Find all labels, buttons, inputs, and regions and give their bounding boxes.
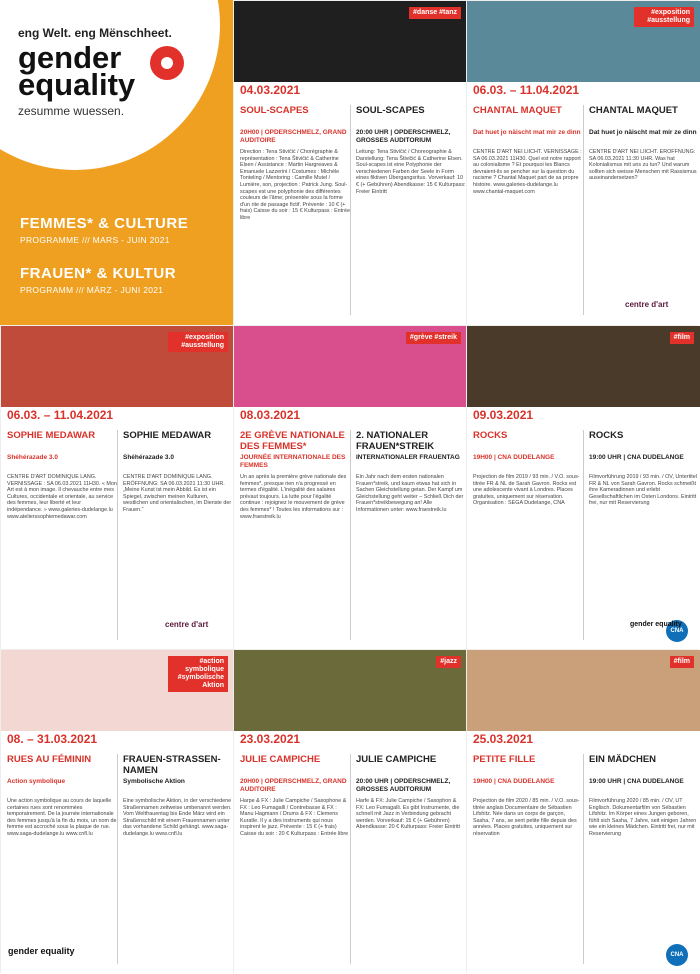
fr-program-sub: PROGRAMME /// MARS - JUIN 2021 bbox=[20, 235, 170, 245]
event-body-de: Filmvorführung 2020 / 85 min. / OV, UT Englisch. Dokumentarfilm von Sébastien Lifshitz. Im Körper eines Jungen geboren, fühlt sich Sasha, 7 Jahre, seit einigen Jahren wie ein kleines Mädchen. Eintritt frei, nur mit Reservierung bbox=[589, 798, 697, 837]
event-title-fr: ROCKS bbox=[473, 430, 508, 441]
event-title-de: SOUL-SCAPES bbox=[356, 105, 425, 116]
event-subtitle-fr: Dat huet jo näischt mat mir ze dinn bbox=[473, 129, 581, 136]
event-photo bbox=[234, 326, 467, 424]
column-divider bbox=[350, 430, 351, 640]
event-title-de: ROCKS bbox=[589, 430, 624, 441]
event-photo bbox=[234, 1, 467, 99]
event-photo bbox=[234, 650, 467, 748]
de-program-sub: PROGRAMM /// MÄRZ - JUNI 2021 bbox=[20, 285, 164, 295]
logo-line1: gender bbox=[18, 40, 122, 75]
centre-dart-logo-2: centre d'art bbox=[165, 620, 209, 629]
centre-dart-logo-1: centre d'art bbox=[625, 300, 669, 309]
event-title-de: EIN MÄDCHEN bbox=[589, 754, 657, 765]
event-subtitle-de: INTERNATIONALER FRAUENTAG bbox=[356, 454, 460, 461]
event-cell bbox=[466, 0, 699, 324]
column-divider bbox=[117, 754, 118, 964]
event-tag: #exposition #ausstellung bbox=[634, 7, 694, 27]
event-cell bbox=[0, 649, 233, 973]
event-subtitle-fr: 19H00 | CNA DUDELANGE bbox=[473, 778, 555, 785]
event-body-de: CENTRE D'ART NEI LIICHT. ERÖFFNUNG: SA 06.03.2021 11:30 UHR. Was hat Kolonialismus mit uns zu tun? Und warum sollten sich weisse Menschen mit Rassismus auseinandersetzen? bbox=[589, 149, 697, 182]
event-subtitle-de: Dat huet jo näischt mat mir ze dinn bbox=[589, 129, 697, 136]
event-title-fr: JULIE CAMPICHE bbox=[240, 754, 321, 765]
event-title-de: 2. NATIONALER FRAUEN*STREIK bbox=[356, 430, 435, 452]
event-title-de: FRAUEN-STRASSEN-NAMEN bbox=[123, 754, 221, 776]
event-tag: #action symbolique #symbolische Aktion bbox=[168, 656, 228, 692]
event-subtitle-de: 19:00 UHR | CNA DUDELANGE bbox=[589, 778, 684, 785]
column-divider bbox=[583, 754, 584, 964]
event-body-de: Leitung: Tena Štivičić / Choreographie & Darstellung: Tena Štivičić & Catherine Elsen. Soul-scapes ist eine Polyphonie der verschiedenen Farben der Seele in Form eines fiktiven Übergangsritus. Vorverkauf: 10 € (+ Gebühren) Abendkasse: 15 € Kulturpass: Freier Eintritt bbox=[356, 149, 466, 195]
gender-equality-logo bbox=[18, 40, 136, 102]
event-date: 23.03.2021 bbox=[234, 731, 467, 748]
event-subtitle-fr: 19H00 | CNA DUDELANGE bbox=[473, 454, 555, 461]
hero-tagline: eng Welt. eng Mënschheet. bbox=[18, 26, 172, 40]
event-subtitle-fr: JOURNÉE INTERNATIONALE DES FEMMES bbox=[240, 454, 346, 469]
column-divider bbox=[583, 430, 584, 640]
footer-cna-logo: CNA bbox=[666, 944, 688, 966]
event-body-de: Ein Jahr nach dem ersten nationalen Frauen*streik, und kaum etwas hat sich in Sachen Gleichstellung getan. Der Kampf um Gleichstellung geht weiter – Schließ Dich der Frauen*streikbewegung an! Alle Informationen unter: www.fraestreik.lu bbox=[356, 474, 464, 513]
fr-program-title: FEMMES* & CULTURE bbox=[20, 215, 189, 232]
event-body-de: CENTRE D'ART DOMINIQUE LANG. ERÖFFNUNG: SA 06.03.2021 11:30 UHR. „Meine Kunst ist mein Abbild. Es ist ein Spiegel, zwischen meinen Kulturen, westlichen und orientalischen, im Dienste der Frauen.“ bbox=[123, 474, 232, 513]
event-subtitle-de: Symbolische Aktion bbox=[123, 778, 185, 785]
column-divider bbox=[350, 754, 351, 964]
event-photo bbox=[467, 650, 700, 748]
de-program-title: FRAUEN* & KULTUR bbox=[20, 265, 177, 282]
event-date: 04.03.2021 bbox=[234, 82, 467, 99]
event-tag: #exposition #ausstellung bbox=[168, 332, 228, 352]
hero-panel bbox=[0, 0, 233, 325]
event-subtitle-fr: 20H00 | OPDERSCHMELZ, GRAND AUDITOIRE bbox=[240, 778, 347, 793]
event-body-fr: Un an après la première grève nationale des femmes*, presque rien n'a progressé en termes d'égalité. L'inégalité des salaires prévaut toujours. La lutte pour l'égalité continue : rejoignez le mouvement de grève des femmes* ! Toutes les informations sur : www.fraestreik.lu bbox=[240, 474, 347, 520]
footer-gender-logo-2: gender equality bbox=[630, 621, 682, 628]
logo-line2: equality bbox=[18, 67, 136, 102]
event-photo bbox=[467, 326, 700, 424]
column-divider bbox=[350, 105, 351, 315]
event-date: 06.03. – 11.04.2021 bbox=[467, 82, 700, 99]
event-tag: #film bbox=[670, 332, 694, 344]
event-cell bbox=[466, 325, 699, 649]
event-date: 25.03.2021 bbox=[467, 731, 700, 748]
event-cell bbox=[233, 649, 466, 973]
footer-gender-logo: gender equality bbox=[8, 946, 75, 956]
event-title-fr: PETITE FILLE bbox=[473, 754, 536, 765]
event-body-de: Harfe & FX: Julie Campiche / Saxophon & FX: Leo Fumagalli. Es gibt Instrumente, die schnell mit Jazz in Verbindung gebracht werden. Vorverkauf: 15 € (+ Gebühren) Abendkasse: 20 € Kulturpass: Freier Eintritt bbox=[356, 798, 460, 831]
event-subtitle-fr: 20H00 | OPDERSCHMELZ, GRAND AUDITOIRE bbox=[240, 129, 347, 144]
event-body-de: Filmvorführung 2019 / 93 min. / OV, Untertitel FR & NL von Sarah Gavron. Rocks schmeißt ihre Kameradinnen und erlebt Gesellschaftlichen im Osten Londons. Eintritt frei, nur mit Reservierung bbox=[589, 474, 697, 507]
event-photo bbox=[467, 1, 700, 99]
event-tag: #film bbox=[670, 656, 694, 668]
event-title-fr: 2E GRÈVE NATIONALE DES FEMMES* bbox=[240, 430, 345, 452]
event-subtitle-de: Shéhérazade 3.0 bbox=[123, 454, 174, 461]
event-tag: #grève #streik bbox=[406, 332, 461, 344]
event-date: 09.03.2021 bbox=[467, 407, 700, 424]
event-tag: #danse #tanz bbox=[409, 7, 461, 19]
event-body-fr: CENTRE D'ART NEI LIICHT. VERNISSAGE : SA 06.03.2021 11H30. Quel est notre rapport au colonialisme ? Et pourquoi les Blancs devraient-ils se pencher sur la question du racisme ? Chantal Maquet part de sa propre histoire. www.galeries-dudelange.lu www.chantal-maquet.com bbox=[473, 149, 582, 195]
event-title-de: SOPHIE MEDAWAR bbox=[123, 430, 212, 441]
event-subtitle-de: 19:00 UHR | CNA DUDELANGE bbox=[589, 454, 684, 461]
zesumme-text: zesumme wuessen. bbox=[18, 104, 125, 118]
event-title-fr: RUES AU FÉMININ bbox=[7, 754, 92, 765]
event-body-de: Eine symbolische Aktion, in der verschiedene Straßennamen zeitweise umbenannt werden. Vom Weltfrauentag bis Ende März wird ein Straßenschild mit einem Frauennamen unter das vorhandene Schild gehängt. www.saga-dudelange.lu www.cnfl.lu bbox=[123, 798, 232, 837]
event-photo bbox=[1, 326, 234, 424]
event-title-fr: SOUL-SCAPES bbox=[240, 105, 309, 116]
rocks-cna-logo: CNA bbox=[666, 620, 688, 642]
event-date: 06.03. – 11.04.2021 bbox=[1, 407, 234, 424]
event-cell bbox=[233, 325, 466, 649]
event-cell bbox=[0, 325, 233, 649]
event-title-de: JULIE CAMPICHE bbox=[356, 754, 437, 765]
event-cell bbox=[233, 0, 466, 324]
event-body-fr: Une action symbolique au cours de laquelle certaines rues sont renommées temporairement. De la journée internationale des femmes jusqu'à la fin du mois, un nom de femme est accroché sous la plaque de rue. www.saga-dudelange.lu www.cnfl.lu bbox=[7, 798, 117, 837]
flower-icon bbox=[150, 46, 184, 80]
event-body-fr: Direction : Tena Štivičić / Chorégraphie & représentation : Tena Štivičić & Catherine Elsen / Assistance : Martin Hargreaves & Emanuele Lazzerini / Costumes : Michèle Tonteling / Mentoring : Camille Mutel / Lumière, son, projection : Patrick Jung. Soul-scapes est une polyphonie des différentes couleurs de l'âme; présentée sous la forme d'un rite de passage fictif. Prévente : 10 € (+ frais) Caisse du soir : 15 € Kulturpass : Entrée libre bbox=[240, 149, 350, 221]
column-divider bbox=[583, 105, 584, 315]
event-body-fr: Harpe & FX : Julie Campiche / Saxophone & FX : Leo Fumagalli / Contrebasse & FX : Manu Hagmann / Drums & FX : Clemens Kuratle. Il y a des instruments qui nous inspirent le jazz. Prévente : 15 € (+ frais) Caisse du soir : 20 € Kulturpass : Entrée libre bbox=[240, 798, 349, 837]
event-subtitle-de: 20:00 UHR | OPDERSCHMELZ, GROSSES AUDITORIUM bbox=[356, 778, 451, 793]
column-divider bbox=[117, 430, 118, 640]
event-title-de: CHANTAL MAQUET bbox=[589, 105, 678, 116]
event-date: 08. – 31.03.2021 bbox=[1, 731, 234, 748]
event-photo bbox=[1, 650, 234, 748]
event-subtitle-de: 20:00 UHR | OPDERSCHMELZ, GROSSES AUDITORIUM bbox=[356, 129, 451, 144]
event-subtitle-fr: Action symbolique bbox=[7, 778, 66, 785]
event-body-fr: Projection de film 2020 / 85 min. / V.O. sous-titrée anglais Documentaire de Sébastien Lifshitz. Née dans un corps de garçon, Sasha, 7 ans, se sent petite fille depuis des années. Places gratuites, uniquement sur réservation bbox=[473, 798, 580, 837]
event-body-fr: Projection de film 2019 / 93 min. / V.O. sous-titrée FR & NL de Sarah Gavron. Rocks est une adolescente vivant à Londres. Places gratuites, uniquement sur réservation. Organisation : SEGA Dudelange, CNA bbox=[473, 474, 580, 507]
event-title-fr: CHANTAL MAQUET bbox=[473, 105, 562, 116]
event-cell bbox=[466, 649, 699, 973]
event-body-fr: CENTRE D'ART DOMINIQUE LANG. VERNISSAGE : SA 06.03.2021 11H30. « Mon Art est à mon image. Il chevauche entre mes Cultures, occidentale et orientale, au service des femmes, leur liberté et leur indépendance. » www.galeries-dudelange.lu www.atelierssophiemedawar.com bbox=[7, 474, 117, 520]
event-subtitle-fr: Shéhérazade 3.0 bbox=[7, 454, 58, 461]
event-title-fr: SOPHIE MEDAWAR bbox=[7, 430, 96, 441]
event-date: 08.03.2021 bbox=[234, 407, 467, 424]
event-tag: #jazz bbox=[436, 656, 461, 668]
